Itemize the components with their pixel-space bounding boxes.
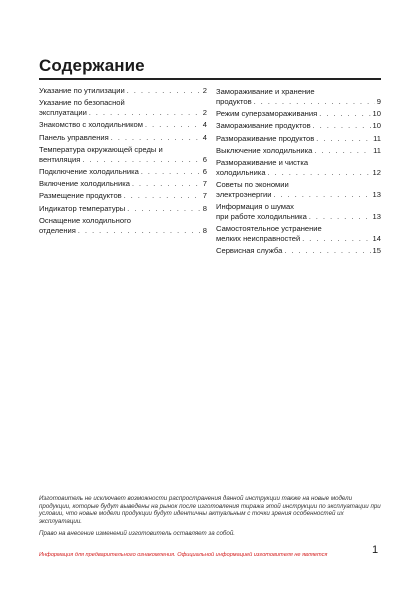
toc-entry-text: холодильника (216, 167, 266, 177)
toc-page-number: 11 (373, 133, 381, 143)
toc-entry[interactable] (216, 146, 381, 157)
toc-entry-text: Оснащение холодильного (39, 216, 131, 226)
toc-entry[interactable] (39, 167, 207, 178)
toc-page-number: 12 (372, 167, 381, 177)
toc-page-number: 4 (202, 120, 207, 130)
toc-entry-text: вентиляция (39, 154, 81, 164)
toc-page-number: 15 (372, 246, 381, 256)
toc-page-number: 14 (372, 233, 381, 243)
dot-leader (302, 235, 370, 245)
dot-leader (124, 192, 201, 202)
toc-entry-text: Режим суперзамораживания (216, 109, 318, 118)
toc-page-number: 7 (202, 191, 207, 201)
preview-notice: Информация для предварительного ознакомления. Официальной информацией изготовителя не является (39, 552, 328, 558)
disclaimer (39, 495, 381, 542)
toc-entry[interactable] (39, 145, 207, 165)
toc-page-number: 4 (202, 132, 207, 142)
toc-page-number: 2 (202, 108, 207, 117)
toc-entry-text: Включение холодильника (39, 179, 130, 189)
dot-leader (309, 213, 371, 223)
toc-entry[interactable] (39, 179, 207, 190)
toc-entry-text: отделения (39, 225, 76, 235)
dot-leader (313, 122, 371, 132)
toc-entry-text: при работе холодильника (216, 211, 307, 221)
toc-page-number: 6 (202, 154, 207, 164)
toc-entry[interactable] (216, 121, 381, 132)
toc-entry-text: Подключение холодильника (39, 166, 139, 176)
toc-entry-text: Знакомство с холодильником (39, 120, 144, 130)
title-divider (39, 78, 381, 80)
dot-leader (268, 169, 371, 179)
toc-entry[interactable] (39, 86, 207, 97)
toc-entry[interactable] (216, 202, 381, 222)
toc-entry[interactable] (216, 224, 381, 244)
toc-entry-text: Указание по безопасной (39, 98, 125, 108)
toc-page-number: 2 (202, 86, 207, 95)
dot-leader (132, 180, 201, 190)
dot-leader (78, 227, 201, 237)
toc-entry[interactable] (216, 134, 381, 145)
toc-page-number: 8 (202, 225, 207, 235)
toc-page-number: 8 (202, 203, 207, 213)
toc-entry-text: Размораживание и чистка (216, 158, 309, 168)
toc-entry[interactable] (216, 180, 381, 200)
toc-entry[interactable] (39, 204, 207, 215)
toc-entry[interactable] (39, 120, 207, 131)
toc-page-number: 10 (372, 121, 381, 131)
toc-entry-text: Советы по экономии (216, 180, 289, 190)
toc-entry-text: электроэнергии (216, 189, 272, 199)
dot-leader (82, 156, 200, 166)
dot-leader (314, 147, 371, 157)
toc-entry[interactable] (216, 87, 381, 107)
toc-entry-text: Размораживание продуктов (216, 133, 315, 143)
toc-entry-text: Самостоятельное устранение (216, 224, 322, 234)
toc-entry[interactable] (216, 158, 381, 178)
toc-page-number: 13 (372, 189, 381, 199)
toc-entry[interactable] (216, 246, 381, 257)
toc-page-number: 7 (202, 179, 207, 189)
toc-entry[interactable] (39, 191, 207, 202)
toc-page-number: 13 (372, 211, 381, 221)
toc-entry-text: Индикатор температуры (39, 203, 126, 213)
toc-page-number: 6 (202, 166, 207, 176)
dot-leader (89, 109, 201, 119)
toc-entry-text: Выключение холодильника (216, 145, 313, 155)
toc-entry-text: эксплуатации (39, 108, 87, 117)
toc-page-number: 9 (376, 96, 381, 106)
toc-entry[interactable] (39, 133, 207, 144)
toc-entry-text: Информация о шумах (216, 202, 294, 212)
toc-entry-text: Панель управления (39, 132, 109, 142)
dot-leader (111, 134, 201, 144)
dot-leader (273, 191, 370, 201)
toc-entry-text: Размещение продуктов (39, 191, 122, 201)
toc-entry-text: Температура окружающей среды и (39, 144, 163, 154)
rights-reserved-text: Право на внесение изменений изготовитель оставляет за собой. (39, 529, 236, 537)
toc-entry[interactable] (39, 216, 207, 236)
toc-right-column (216, 87, 381, 258)
toc-page-number: 10 (372, 109, 381, 118)
dot-leader (127, 87, 201, 97)
page-title: Содержание (39, 56, 145, 75)
disclaimer-text: Изготовитель не исключает возможности распространения данной инструкции также на новые модели продукции, которые будут выведены на рынок после изготовления тиража этой инструкции по эксплуатации при условии, что новые модели продукции будут идентичны актуальным с точки зрения особенностей их эксплуатации. (39, 495, 381, 526)
dot-leader (127, 205, 201, 215)
dot-leader (319, 110, 370, 120)
dot-leader (316, 135, 371, 145)
toc-entry-text: Указание по утилизации (39, 86, 125, 95)
dot-leader (145, 121, 201, 131)
toc-entry-text: продуктов (216, 96, 252, 106)
toc-entry-text: мелких неисправностей (216, 233, 301, 243)
toc-entry-text: Сервисная служба (216, 246, 283, 256)
page-number: 1 (372, 544, 379, 556)
dot-leader (141, 168, 201, 178)
toc-entry-text: Замораживание и хранение (216, 87, 315, 96)
dot-leader (284, 247, 370, 257)
toc-left-column (39, 86, 207, 238)
toc-entry[interactable] (39, 98, 207, 118)
toc-page-number: 11 (373, 145, 381, 155)
dot-leader (254, 98, 375, 108)
toc-entry-text: Замораживание продуктов (216, 121, 311, 131)
toc-entry[interactable] (216, 109, 381, 120)
